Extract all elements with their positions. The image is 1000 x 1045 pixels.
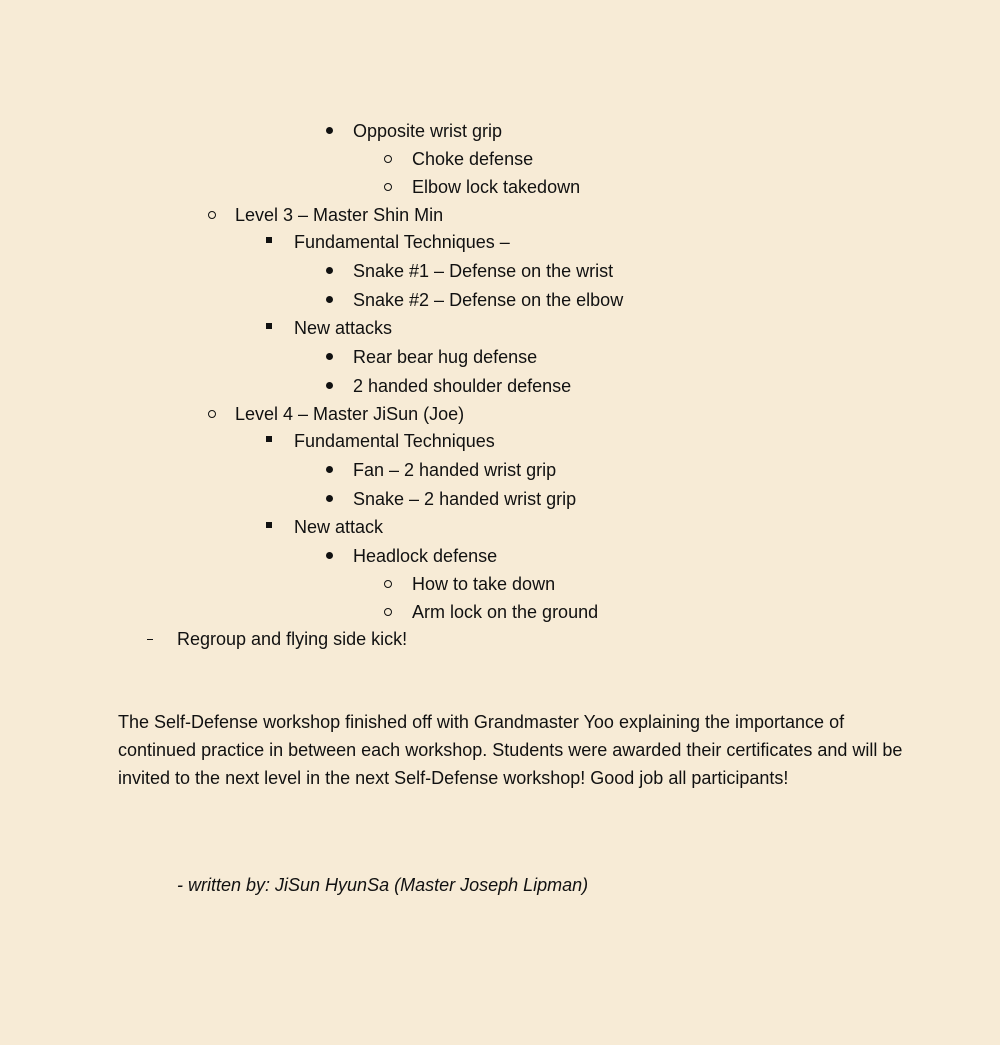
bullet-circle-icon: [207, 403, 219, 425]
list-item-text: Rear bear hug defense: [353, 347, 538, 367]
bullet-circle-icon: [383, 148, 395, 170]
author-signature: - written by: JiSun HyunSa (Master Joseph Lipman): [177, 875, 589, 895]
list-item-text: 2 handed shoulder defense: [353, 376, 572, 396]
bullet-circle-icon: [383, 601, 395, 623]
bullet-disc-icon: [324, 488, 336, 510]
list-item-text: Elbow lock takedown: [412, 177, 581, 197]
list-item-text: How to take down: [412, 574, 556, 594]
list-item-text: Fan – 2 handed wrist grip: [353, 460, 557, 480]
bullet-disc-icon: [324, 120, 336, 142]
list-item-text: Fundamental Techniques: [294, 431, 495, 451]
list-item-text: Level 4 – Master JiSun (Joe): [235, 404, 465, 424]
bullet-disc-icon: [324, 346, 336, 368]
bullet-disc-icon: [324, 289, 336, 311]
list-item-text: Snake #1 – Defense on the wrist: [353, 261, 614, 281]
list-item-text: Arm lock on the ground: [412, 602, 599, 622]
bullet-disc-icon: [324, 260, 336, 282]
bullet-square-icon: [265, 430, 277, 452]
list-item-text: Fundamental Techniques –: [294, 232, 510, 252]
bullet-circle-icon: [207, 204, 219, 226]
bullet-circle-icon: [383, 176, 395, 198]
bullet-square-icon: [265, 317, 277, 339]
list-item-text: Opposite wrist grip: [353, 121, 503, 141]
list-item-text: Headlock defense: [353, 546, 498, 566]
bullet-square-icon: [265, 516, 277, 538]
list-item-text: Level 3 – Master Shin Min: [235, 205, 444, 225]
bullet-disc-icon: [324, 375, 336, 397]
list-item-text: Snake #2 – Defense on the elbow: [353, 290, 624, 310]
bullet-disc-icon: [324, 459, 336, 481]
bullet-disc-icon: [324, 545, 336, 567]
list-item-text: New attacks: [294, 318, 393, 338]
list-item-text: New attack: [294, 517, 384, 537]
list-item-text: Snake – 2 handed wrist grip: [353, 489, 577, 509]
list-item-text: Regroup and flying side kick!: [177, 629, 408, 649]
summary-paragraph: The Self-Defense workshop finished off with Grandmaster Yoo explaining the importance of continued practice in between each workshop. Students were awarded their certificates and will be invited to the next level in the next Self-Defense workshop! Good job all participants!: [118, 712, 903, 788]
bullet-dash-icon: [147, 628, 159, 650]
list-item-text: Choke defense: [412, 149, 534, 169]
bullet-square-icon: [265, 231, 277, 253]
bullet-circle-icon: [383, 573, 395, 595]
